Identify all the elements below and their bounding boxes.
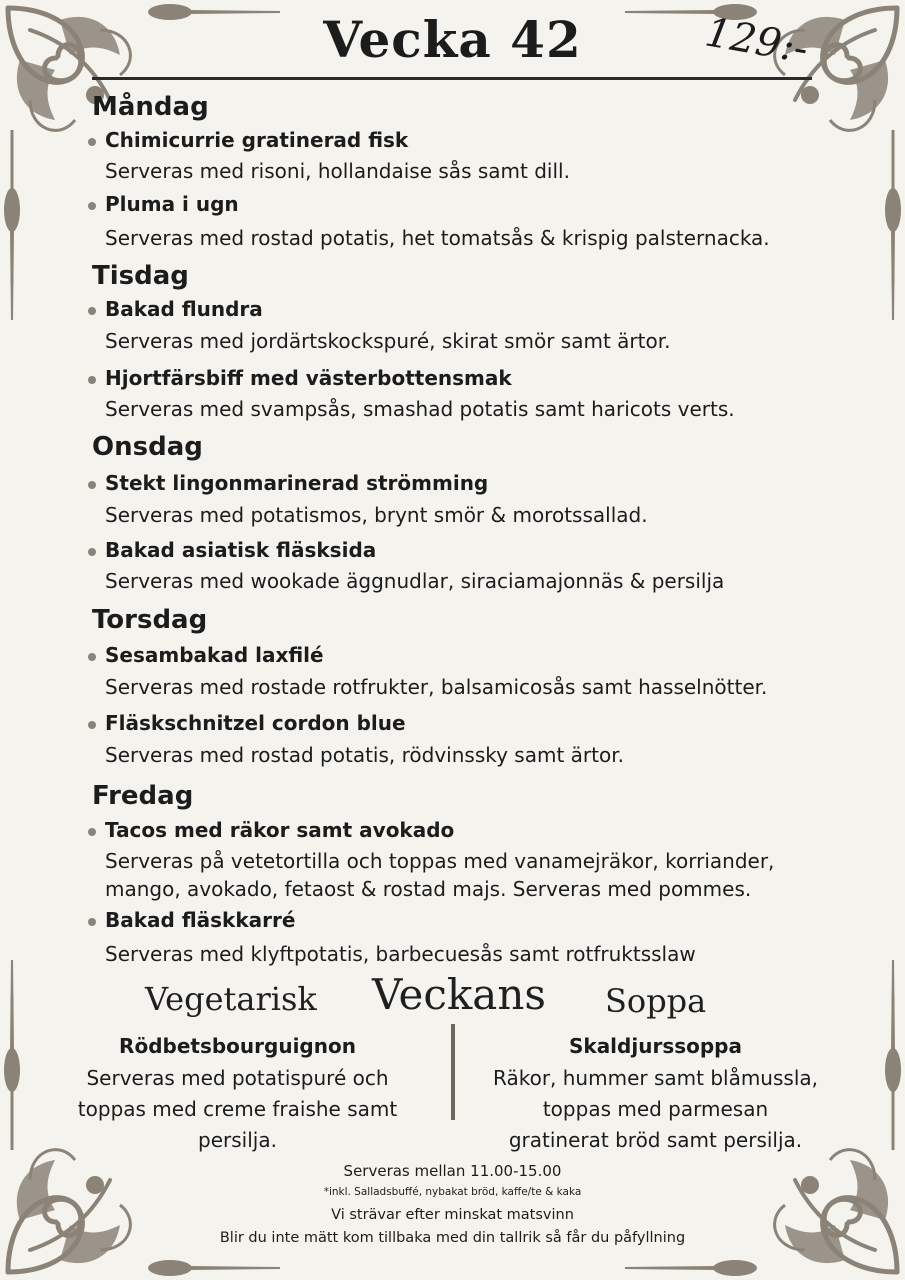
price-tag: 129:- [701, 9, 812, 73]
dish-description: Serveras med svampsås, smashad potatis samt haricots verts. [105, 397, 735, 421]
dish-name: Hjortfärsbiff med västerbottensmak [105, 366, 512, 390]
serving-hours: Serveras mellan 11.00-15.00 [343, 1162, 562, 1180]
refill-note: Blir du inte mätt kom tillbaka med din tallrik så får du påfyllning [219, 1230, 686, 1246]
soup-heading: Soppa [605, 982, 707, 1020]
spoon-icon [625, 1260, 757, 1276]
dish-name: Bakad flundra [105, 297, 263, 321]
dish-description: Serveras med klyftpotatis, barbecuesås samt rotfruktsslaw [105, 942, 696, 966]
dish-description: Serveras på vetetortilla och toppas med vanamejräkor, korriander, [105, 849, 775, 873]
day-heading: Fredag [92, 781, 194, 811]
dish-name: Fläskschnitzel cordon blue [105, 711, 406, 735]
food-waste-note: Vi strävar efter minskat matsvinn [331, 1207, 574, 1223]
vegetarian-heading: Vegetarisk [145, 980, 317, 1018]
dish-name: Bakad asiatisk fläsksida [105, 538, 377, 562]
dish-name: Stekt lingonmarinerad strömming [105, 471, 489, 495]
dish-description: mango, avokado, fetaost & rostad majs. Serveras med pommes. [105, 877, 752, 901]
dish-description: Serveras med potatismos, brynt smör & morotssallad. [105, 503, 648, 527]
page-title: Vecka 42 [323, 10, 582, 69]
dish-description: Serveras med jordärtskockspuré, skirat smör samt ärtor. [105, 329, 671, 353]
vegetarian-dish-description [60, 1063, 415, 1156]
soup-dish-description [478, 1063, 833, 1156]
dish-description: Serveras med wookade äggnudlar, siraciamajonnäs & persilja [105, 569, 725, 593]
description-line: Räkor, hummer samt blåmussla, [493, 1066, 818, 1090]
dish-name: Pluma i ugn [105, 192, 239, 216]
description-line: toppas med parmesan [542, 1097, 769, 1121]
column-divider [451, 1024, 455, 1120]
description-line: persilja. [198, 1128, 277, 1152]
day-heading: Måndag [92, 92, 209, 122]
vegetarian-dish-name: Rödbetsbourguignon [119, 1034, 356, 1058]
day-heading: Tisdag [92, 261, 189, 291]
dish-description: Serveras med rostad potatis, het tomatsås & krispig palsternacka. [105, 226, 770, 250]
title-divider [92, 77, 812, 80]
included-note: *inkl. Salladsbuffé, nybakat bröd, kaffe/te & kaka [323, 1186, 582, 1198]
dish-name: Tacos med räkor samt avokado [105, 818, 455, 842]
dish-name: Bakad fläskkarré [105, 908, 296, 932]
description-line: gratinerat bröd samt persilja. [508, 1128, 803, 1152]
day-heading: Torsdag [92, 605, 208, 635]
day-heading: Onsdag [92, 432, 203, 462]
dish-description: Serveras med rostade rotfrukter, balsamicosås samt hasselnötter. [105, 675, 768, 699]
soup-dish-name: Skaldjurssoppa [568, 1034, 742, 1058]
dish-description: Serveras med risoni, hollandaise sås samt dill. [105, 159, 570, 183]
dish-description: Serveras med rostad potatis, rödvinssky samt ärtor. [105, 743, 624, 767]
weekly-heading: Veckans [372, 970, 546, 1019]
dish-name: Sesambakad laxfilé [105, 643, 324, 667]
description-line: toppas med creme fraishe samt [77, 1097, 398, 1121]
spoon-icon [148, 1260, 280, 1276]
description-line: Serveras med potatispuré och [86, 1066, 389, 1090]
dish-name: Chimicurrie gratinerad fisk [105, 128, 409, 152]
